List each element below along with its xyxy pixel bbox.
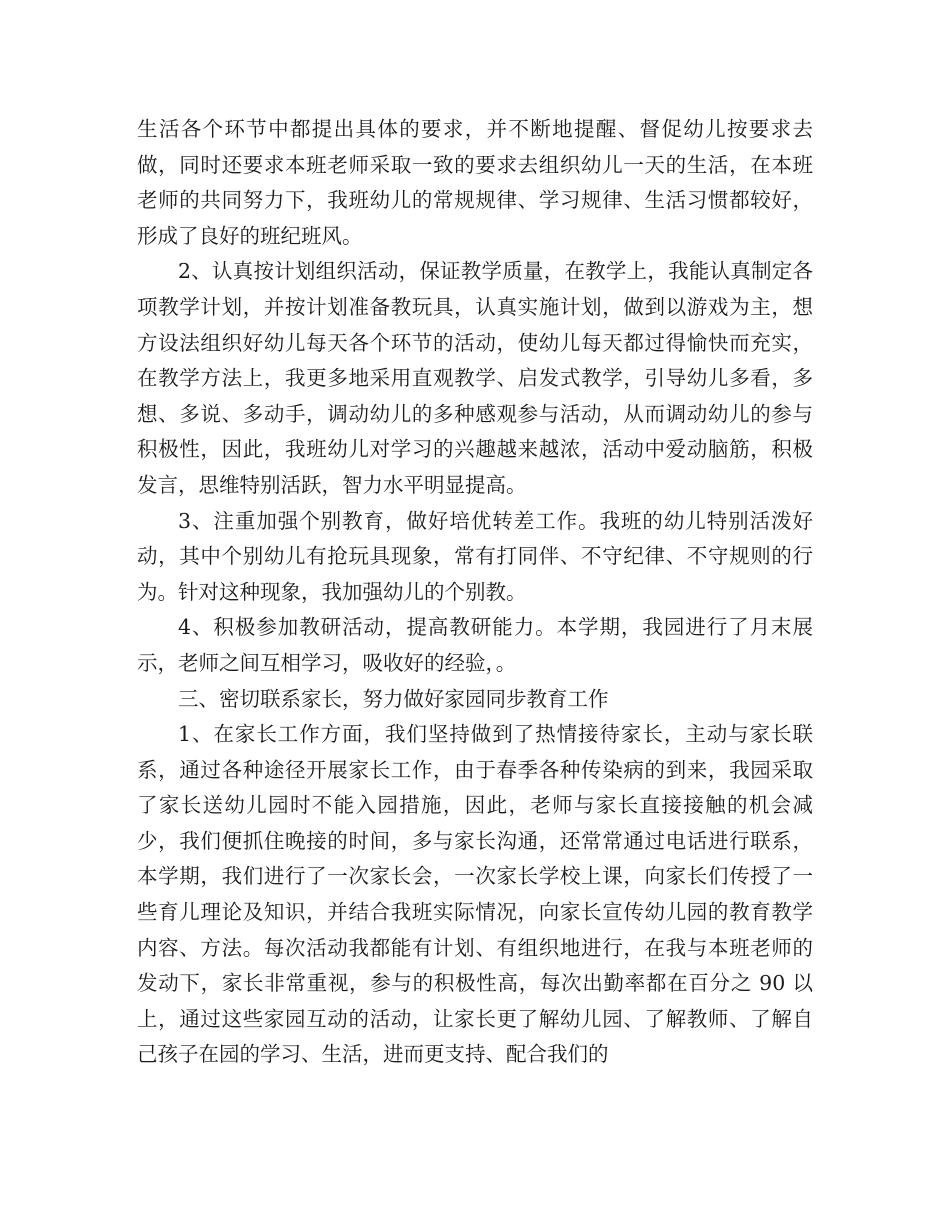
paragraph-item-2: 2、认真按计划组织活动，保证教学质量，在教学上，我能认真制定各项教学计划，并按计划准备教玩具，认真实施计划，做到以游戏为主，想方设法组织好幼儿每天各个环节的活动，使幼儿每天都过得愉快而充实，在教学方法上，我更多地采用直观教学、启发式教学，引导幼儿多看，多想、多说、多动手，调动幼儿的多种感观参与活动，从而调动幼儿的参与积极性，因此，我班幼儿对学习的兴趣越来越浓，活动中爱动脑筋，积极发言，思维特别活跃，智力水平明显提高。 bbox=[137, 259, 813, 497]
section-heading: 三、密切联系家长，努力做好家园同步教育工作 bbox=[178, 686, 609, 711]
document-body bbox=[137, 112, 813, 1073]
paragraph-item-3: 3、注重加强个别教育，做好培优转差工作。我班的幼儿特别活泼好动，其中个别幼儿有抢玩具现象，常有打同伴、不守纪律、不守规则的行为。针对这种现象，我加强幼儿的个别教。 bbox=[137, 508, 813, 604]
paragraph-item-4: 4、积极参加教研活动，提高教研能力。本学期，我园进行了月末展示，老师之间互相学习，吸收好的经验，。 bbox=[137, 615, 813, 675]
paragraph-item-1: 1、在家长工作方面，我们坚持做到了热情接待家长，主动与家长联系，通过各种途径开展家长工作，由于春季各种传染病的到来，我园采取了家长送幼儿园时不能入园措施，因此，老师与家长直接接触的机会减少，我们便抓住晚接的时间，多与家长沟通，还常常通过电话进行联系，本学期，我们进行了一次家长会，一次家长学校上课，向家长们传授了一些育儿理论及知识，并结合我班实际情况，向家长宣传幼儿园的教育教学内容、方法。每次活动我都能有计划、有组织地进行，在我与本班老师的发动下，家长非常重视，参与的积极性高，每次出勤率都在百分之 90 以上，通过这些家园互动的活动，让家长更了解幼儿园、了解教师、了解自己孩子在园的学习、生活，进而更支持、配合我们的 bbox=[137, 722, 813, 1067]
paragraph-continuation: 生活各个环节中都提出具体的要求，并不断地提醒、督促幼儿按要求去做，同时还要求本班老师采取一致的要求去组织幼儿一天的生活，在本班老师的共同努力下，我班幼儿的常规规律、学习规律、生活习惯都较好，形成了良好的班纪班风。 bbox=[137, 117, 813, 248]
